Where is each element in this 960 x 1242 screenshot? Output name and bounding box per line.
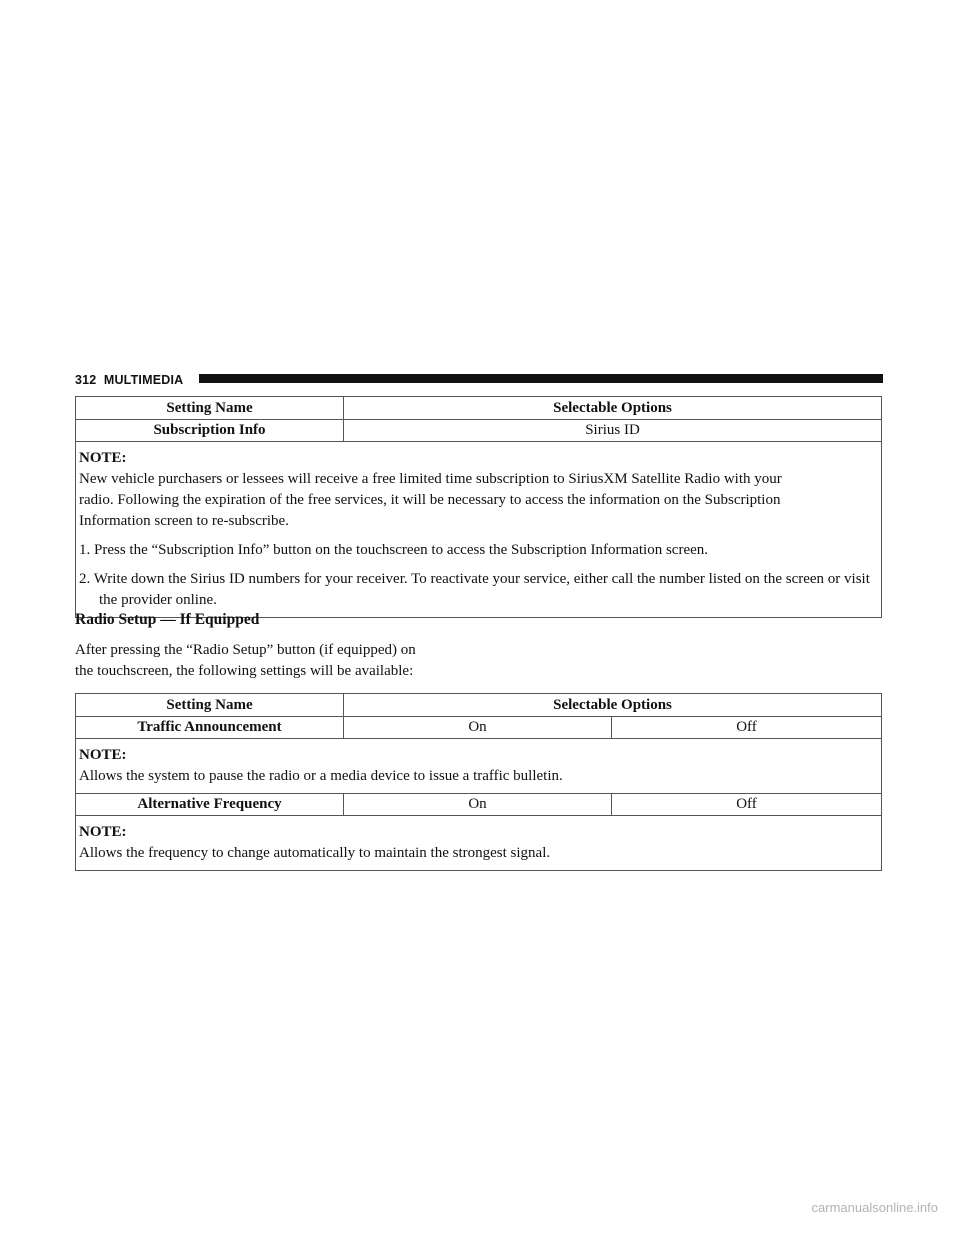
step-2: 2. Write down the Sirius ID numbers for your receiver. To reactivate your service, either call the number listed on the screen or visit the provider online.	[79, 571, 870, 608]
page-header-text	[75, 372, 183, 388]
option-sirius-id: Sirius ID	[344, 420, 882, 442]
section-title: MULTIMEDIA	[103, 373, 184, 387]
note-row	[76, 442, 882, 618]
option-off: Off	[612, 717, 882, 739]
note-text: Allows the system to pause the radio or a media device to issue a traffic bulletin.	[79, 768, 563, 784]
note-line: New vehicle purchasers or lessees will receive a free limited time subscription to SiriusXM Satellite Radio with your	[79, 471, 782, 487]
table-row	[76, 717, 882, 739]
column-header-setting-name: Setting Name	[76, 397, 344, 420]
note-cell	[76, 816, 882, 871]
subscription-settings-table	[75, 396, 882, 618]
option-on: On	[344, 794, 612, 816]
column-header-setting-name: Setting Name	[76, 694, 344, 717]
setting-name-alternative-frequency: Alternative Frequency	[76, 794, 344, 816]
header-rule	[199, 374, 883, 383]
radio-setup-intro	[75, 640, 495, 682]
option-on: On	[344, 717, 612, 739]
page-number: 312	[75, 373, 97, 387]
note-cell	[76, 739, 882, 794]
note-title: NOTE:	[79, 450, 127, 466]
note-text: Allows the frequency to change automatically to maintain the strongest signal.	[79, 845, 551, 861]
step-1: 1. Press the “Subscription Info” button on the touchscreen to access the Subscription Information screen.	[79, 542, 709, 558]
watermark: carmanualsonline.info	[811, 1200, 938, 1215]
table-row	[76, 420, 882, 442]
intro-line: After pressing the “Radio Setup” button (if equipped) on	[75, 642, 416, 658]
note-line: Information screen to re-subscribe.	[79, 513, 289, 529]
table-row	[76, 794, 882, 816]
setting-name-subscription-info: Subscription Info	[76, 420, 344, 442]
page-header	[75, 372, 883, 388]
note-row	[76, 816, 882, 871]
section-heading-radio-setup: Radio Setup — If Equipped	[75, 611, 260, 628]
table-header-row	[76, 694, 882, 717]
setting-name-traffic-announcement: Traffic Announcement	[76, 717, 344, 739]
intro-line: the touchscreen, the following settings will be available:	[75, 663, 414, 679]
column-header-selectable-options: Selectable Options	[344, 694, 882, 717]
column-header-selectable-options: Selectable Options	[344, 397, 882, 420]
option-off: Off	[612, 794, 882, 816]
table-header-row	[76, 397, 882, 420]
note-title: NOTE:	[79, 824, 127, 840]
radio-setup-table	[75, 693, 882, 871]
note-cell	[76, 442, 882, 618]
note-title: NOTE:	[79, 747, 127, 763]
note-row	[76, 739, 882, 794]
note-line: radio. Following the expiration of the free services, it will be necessary to access the information on the Subscription	[79, 492, 781, 508]
